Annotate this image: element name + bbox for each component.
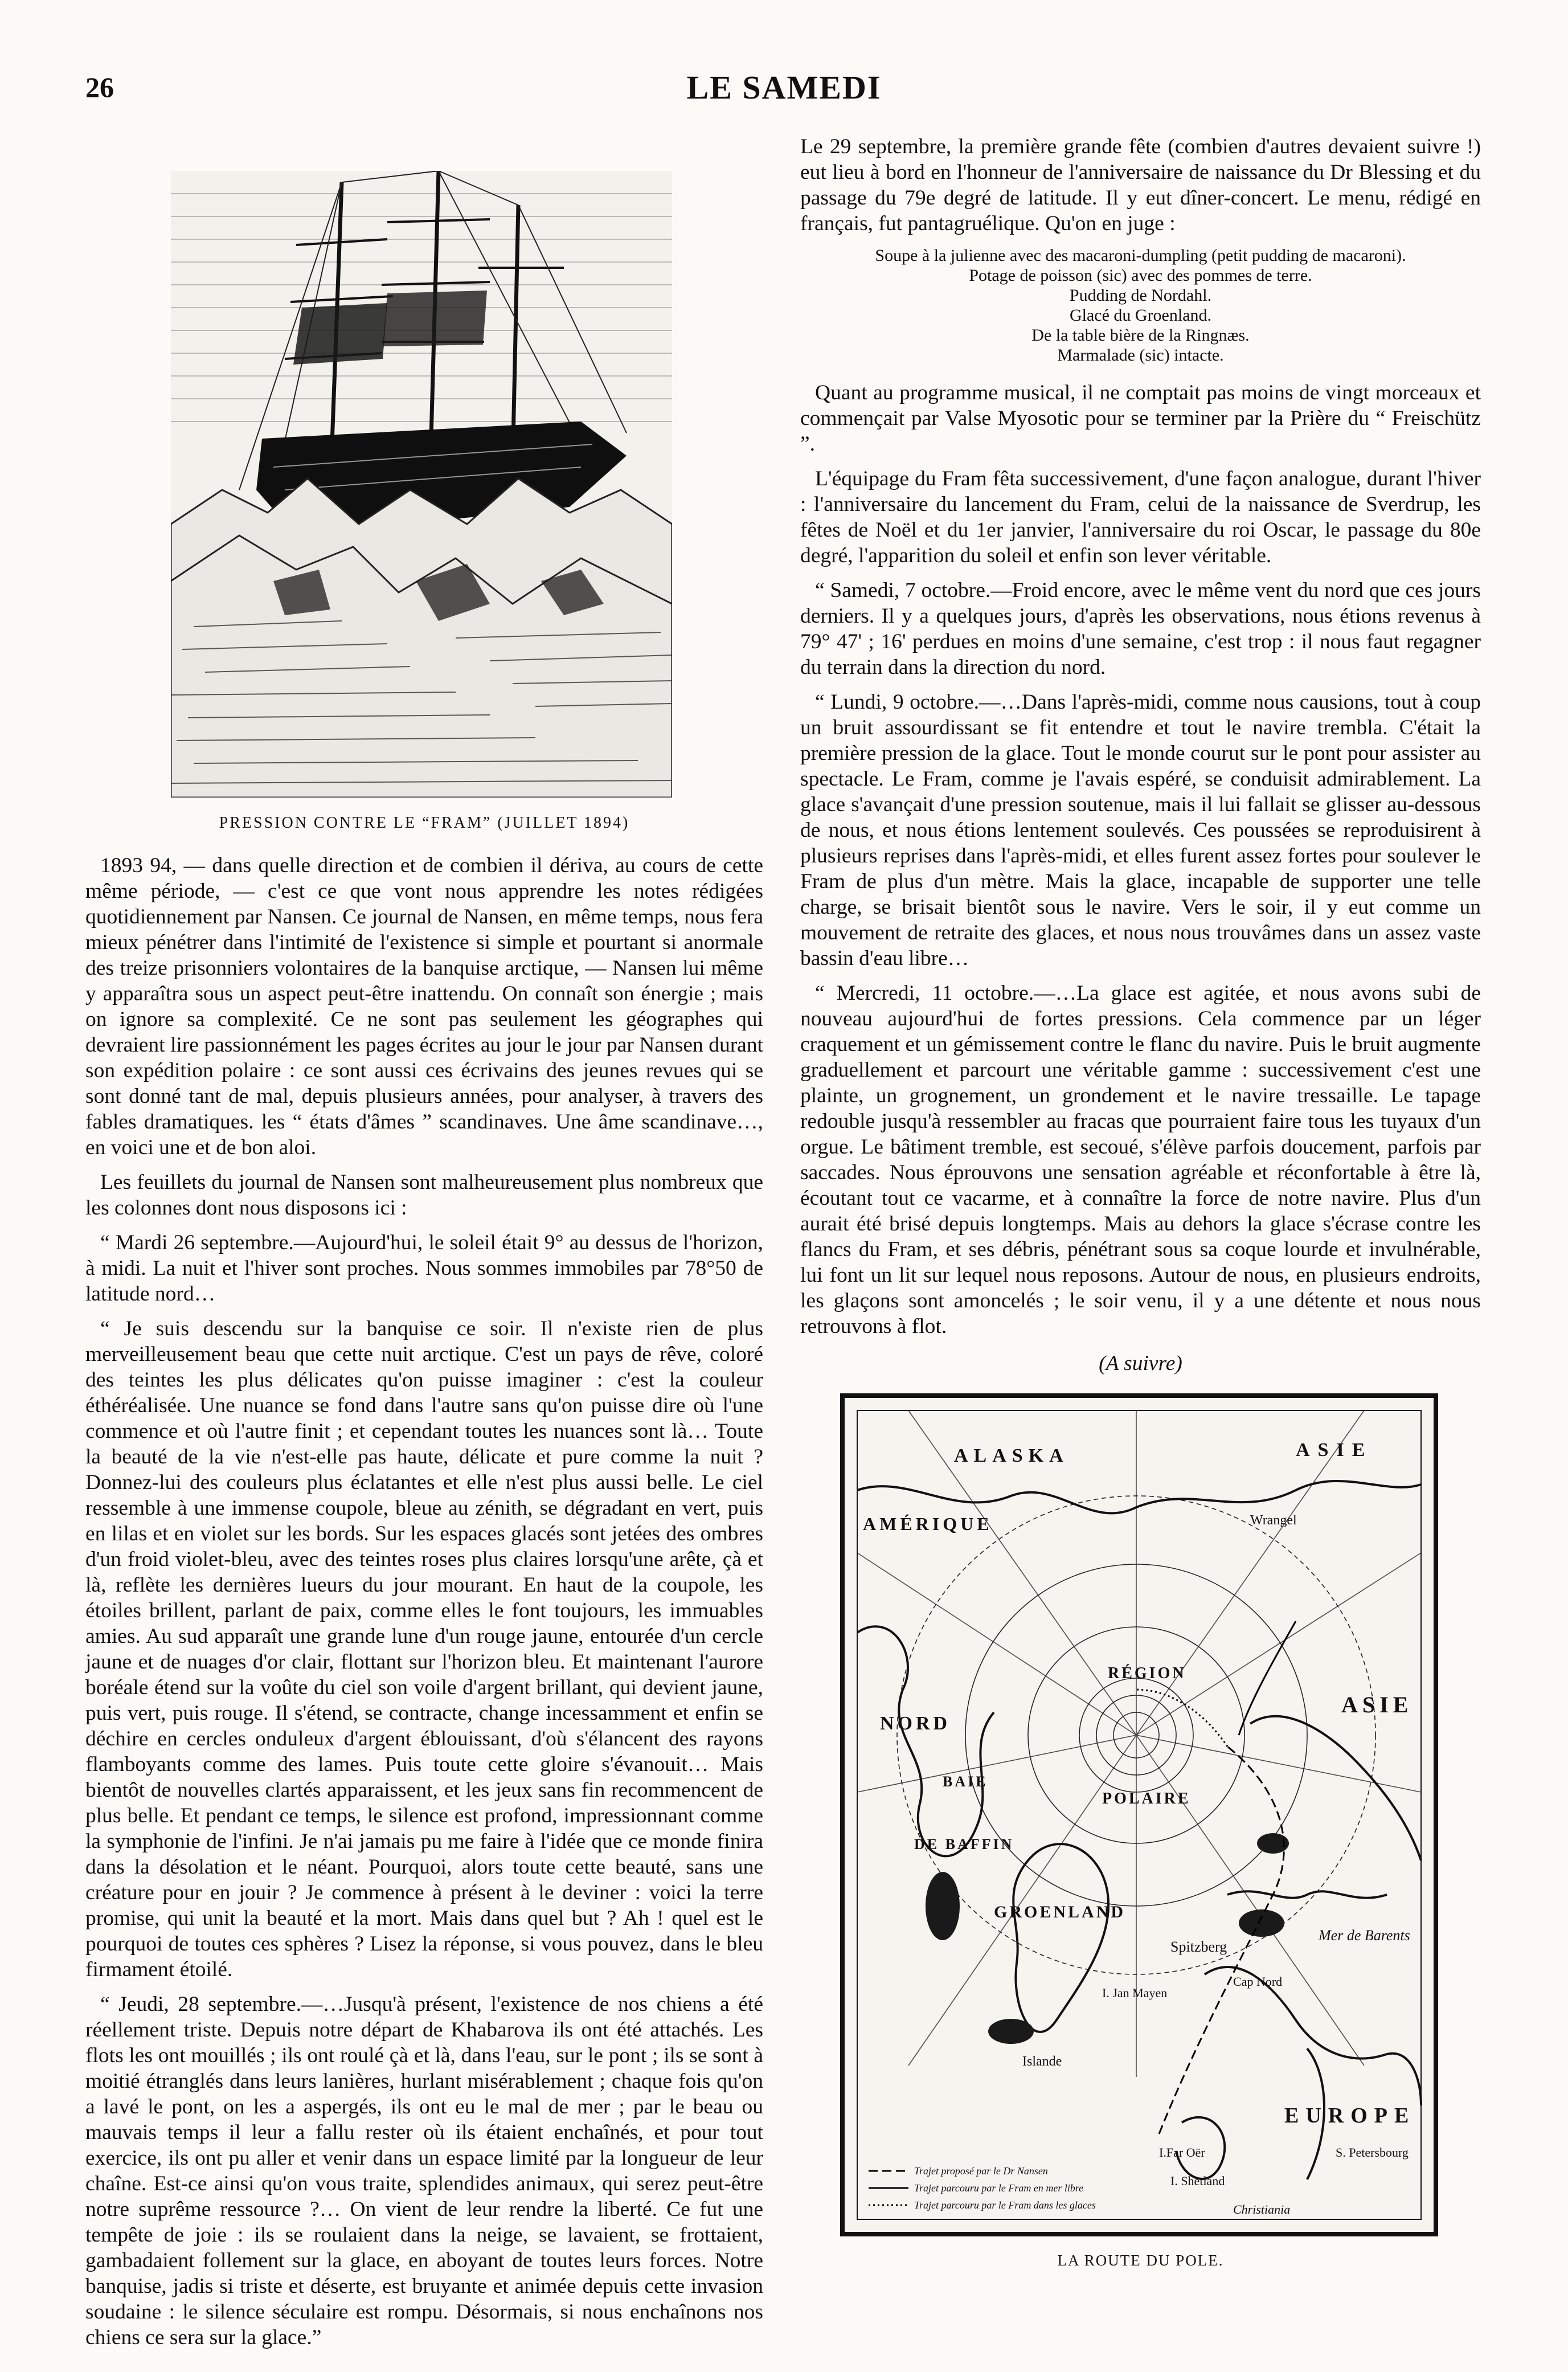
legend-entry: Trajet parcouru par le Fram en mer libre xyxy=(914,2182,1084,2194)
map-label: NORD xyxy=(880,1713,951,1734)
map-label: POLAIRE xyxy=(1102,1790,1191,1807)
map-label: Christiania xyxy=(1233,2202,1291,2216)
page-number: 26 xyxy=(85,71,114,103)
journal-entry: “ Mardi 26 septembre.—Aujourd'hui, le soleil était 9° au dessus de l'horizon, à midi. La nuit et l'hiver sont proches. Nous sommes immobiles par 78°50 de latitude nord… xyxy=(85,1231,763,1306)
legend-entry: Trajet proposé par le Dr Nansen xyxy=(914,2165,1048,2177)
map-label: Cap Nord xyxy=(1233,1974,1283,1989)
map-label: Spitzberg xyxy=(1170,1939,1227,1955)
map-label: ASIE xyxy=(1296,1439,1373,1461)
journal-entry: “ Samedi, 7 octobre.—Froid encore, avec le même vent du nord que ces jours derniers. Il y a quelques jours, d'après les observations, nous étions revenus à 79° 47' ; 16' perdues en moins d'une semaine, c'est trop : il nous faut regagner du terrain dans la direction du nord. xyxy=(800,579,1481,679)
legend-entry: Trajet parcouru par le Fram dans les glaces xyxy=(914,2199,1096,2211)
ship-illustration xyxy=(85,171,763,798)
page-title: LE SAMEDI xyxy=(686,69,882,106)
left-column xyxy=(85,134,763,2359)
right-column xyxy=(800,134,1481,2273)
journal-entry: “ Je suis descendu sur la banquise ce soir. Il n'existe rien de plus merveilleusement beau que cette nuit arctique. C'est un pays de rêve, coloré des teintes les plus délicates qu'on puisse imaginer : c'est la couleur éthéréalisée. Une nuance se fond dans l'autre sans qu'on puisse dire où l'une commence et où l'autre finit ; et cependant toutes les nuances sont là… Toute la beauté de la vie n'est-elle pas haute, délicate et pure comme la nuit ? Donnez-lui des couleurs plus éclatantes et elle n'est plus aussi belle. Le ciel ressemble à une immense coupole, bleue au zénith, se dégradant en vert, puis en lilas et en violet sur les bords. Sur les espaces glacés sont jetées des ombres d'un froid violet-bleu, avec des teintes roses plus claires lorsqu'une arête, çà et là, reflète les dernières lueurs du jour mourant. En haut de la coupole, les étoiles brillent, parlant de paix, comme elles le font toujours, les immuables amies. Au sud apparaît une grande lune d'un rouge jaune, entourée d'un cercle jaune et de nuages d'or clair, flottant sur l'horizon bleu. Et maintenant l'aurore boréale étend sur la voûte du ciel son voile d'argent brillant, qui devient jaune, puis vert, puis rouge. Il s'étend, se contracte, change incessamment et enfin se déchire en cercles onduleux d'argent éblouissant, d'où s'élancent des rayons flamboyants comme des lames. Puis toute cette gloire s'évanouit… Mais bientôt de nouvelles clartés apparaissent, et les jeux sans fin recommencent de plus belle. Et pendant ce temps, le silence est profond, impressionnant comme la symphonie de l'infini. Je n'ai jamais pu me faire à l'idée que ce monde finira dans la désolation et le néant. Pourquoi, alors toute cette beauté, sans une créature pour en jouir ? Je commence à présent à le deviner : voici la terre promise, qui unit la beauté et la mort. Mais dans quel but ? Ah ! quel est le pourquoi de toutes ces sphères ? Lisez la réponse, si vous pouvez, dans le bleu firmament étoilé. xyxy=(85,1317,763,1981)
menu-item: Potage de poisson (sic) avec des pommes de terre. xyxy=(969,266,1312,285)
map-label: EUROPE xyxy=(1284,2104,1416,2128)
map-label: Mer de Barents xyxy=(1319,1927,1410,1944)
map-label: I. Jan Mayen xyxy=(1102,1986,1168,2000)
menu-item: Pudding de Nordahl. xyxy=(1069,286,1212,305)
figure-caption: PRESSION CONTRE LE “FRAM” (JUILLET 1894) xyxy=(219,814,630,832)
map-label: I. Shetland xyxy=(1170,2174,1225,2188)
map-label: RÉGION xyxy=(1108,1665,1186,1682)
menu-item: Glacé du Groenland. xyxy=(1069,306,1212,325)
article-paragraph: Quant au programme musical, il ne comptait pas moins de vingt morceaux et commençait par Valse Myosotic pour se terminer par la Prière du “ Freischütz ”. xyxy=(800,381,1481,456)
menu-item: Soupe à la julienne avec des macaroni-dumpling (petit pudding de macaroni). xyxy=(875,246,1406,265)
menu-list xyxy=(800,246,1481,365)
map-label: Islande xyxy=(1022,2054,1062,2069)
article-paragraph: 1893 94, — dans quelle direction et de combien il dériva, au cours de cette même période, — c'est ce que vont nous apprendre les notes rédigées quotidiennement par Nansen. Ce journal de Nansen, en même temps, nous fera mieux pénétrer dans l'intimité de l'existence si simple et pourtant si anormale des treize prisonniers volontaires de la banquise arctique, — Nansen lui même y apparaîtra sous un aspect peut-être inattendu. On connaît son énergie ; mais on ignore sa complexité. Ce ne sont pas seulement les géographes qui devraient lire passionnément les pages écrites au jour le jour par Nansen durant son expédition polaire : ce sont aussi ces écrivains des jeunes revues qui se sont donné tant de mal, depuis plusieurs années, pour analyser, à travers des fables dramatiques. les “ états d'âmes ” scandinaves. Une âme scandinave…, en voici une et de bon aloi. xyxy=(85,854,763,1159)
article-paragraph: Les feuillets du journal de Nansen sont malheureusement plus nombreux que les colonnes dont nous disposons ici : xyxy=(85,1171,763,1220)
map-label: BAIE xyxy=(943,1773,988,1790)
journal-entry: “ Jeudi, 28 septembre.—…Jusqu'à présent, l'existence de nos chiens a été réellement triste. Depuis notre départ de Khabarova ils ont été attachés. Les flots les ont mouillés ; ils ont roulé çà et là, dans l'eau, sur le pont ; ils se sont à moitié étranglés dans leurs lanières, hurlant misérablement ; chaque fois qu'on a lavé le pont, on les a aspergés, ils ont eu le mal de mer ; par le beau ou mauvais temps il leur a fallu rester où ils étaient enchaînés, et pour tout exercice, ils ont pu aller et venir dans un espace limité par la longueur de leur chaîne. Est-ce ainsi qu'on vous traite, splendides animaux, qui serez peut-être notre suprême ressource ?… On vient de leur rendre la liberté. Ce fut une tempête de joie : ils se roulaient dans la neige, se lavaient, se frottaient, gambadaient follement sur la glace, en aboyant de toutes leurs forces. Notre banquise, jadis si triste et déserte, est bruyante et animée depuis cette invasion soudaine : le silence séculaire est rompu. Désormais, si nous enchaînons nos chiens ce sera sur la glace.” xyxy=(85,1993,763,2349)
map-label: AMÉRIQUE xyxy=(863,1514,993,1534)
fram-ship-engraving xyxy=(171,171,672,798)
map-label: S. Petersbourg xyxy=(1336,2145,1409,2160)
journal-entry: “ Mercredi, 11 octobre.—…La glace est agitée, et nous avons subi de nouveau aujourd'hui de fortes pressions. Cela commence par un léger craquement et un gémissement contre le flanc du navire. Puis le bruit augmente graduellement et parcourt une véritable gamme : successivement c'est une plainte, un grognement, un grondement et le navire tressaille. Le tapage redouble jusqu'à ressembler au fracas que pourraient faire tous les tuyaux d'un orgue. Le bâtiment tremble, est secoué, s'élève parfois doucement, parfois par saccades. Nous éprouvons une sensation agréable et réconfortable à être là, écoutant tout ce vacarme, et à connaître la force de notre navire. Plus d'un aurait été brisé depuis longtemps. Mais au dehors la glace s'écrase contre les flancs du Fram, et ses débris, pénétrant sous sa coque lourde et invulnérable, lui font un lit sur lequel nous reposons. Autour de nous, en plusieurs endroits, les glaçons sont amoncelés ; le soir venu, il y a une détente et nous nous retrouvons à flot. xyxy=(800,981,1481,1338)
map-label: I.Far Oër xyxy=(1159,2145,1205,2160)
to-be-continued: (A suivre) xyxy=(1099,1352,1182,1375)
map-label: Wrangel xyxy=(1250,1513,1297,1528)
map-label: DE BAFFIN xyxy=(914,1836,1014,1852)
article-paragraph: Le 29 septembre, la première grande fête (combien d'autres devaient suivre !) eut lieu à bord en l'honneur de l'anniversaire de naissance du Dr Blessing et du passage du 79e degré de latitude. Il y eut dîner-concert. Le menu, rédigé en français, fut pantagruélique. Qu'on en juge : xyxy=(800,135,1481,235)
menu-item: De la table bière de la Ringnæs. xyxy=(1031,326,1250,345)
map-label: ALASKA xyxy=(954,1445,1069,1466)
map-label: GROENLAND xyxy=(994,1903,1126,1921)
map-label: ASIE xyxy=(1341,1692,1413,1717)
article-paragraph: L'équipage du Fram fêta successivement, d'une façon analogue, durant l'hiver : l'anniversaire du lancement du Fram, celui de la naissance de Sverdrup, les fêtes de Noël et du 1er janvier, l'anniversaire du roi Oscar, le passage du 80e degré, l'apparition du soleil et enfin son lever véritable. xyxy=(800,467,1481,567)
menu-item: Marmalade (sic) intacte. xyxy=(1057,346,1224,365)
journal-entry: “ Lundi, 9 octobre.—…Dans l'après-midi, comme nous causions, tout à coup un bruit assourdissant se fit entendre et tout le navire trembla. C'était la première pression de la glace. Tout le monde courut sur le pont pour assister au spectacle. Le Fram, comme je l'avais espéré, se conduisit admirablement. La glace s'avançait d'une pression soutenue, mais il lui fallait se glisser au-dessous de nous, et nous étions lentement soulevés. Ces poussées se reproduisirent à plusieurs reprises dans l'après-midi, et elles furent assez fortes pour soulever le Fram de plus d'un mètre. Mais la glace, incapable de supporter une telle charge, se brisait bientôt sous le navire. Vers le soir, il y eut comme un mouvement de retraite des glaces, et nous nous trouvâmes dans un assez vaste bassin d'eau libre… xyxy=(800,690,1481,970)
arctic-map xyxy=(840,1393,1438,2236)
map-caption: LA ROUTE DU POLE. xyxy=(1057,2252,1224,2269)
polar-route-map xyxy=(800,1393,1481,2236)
